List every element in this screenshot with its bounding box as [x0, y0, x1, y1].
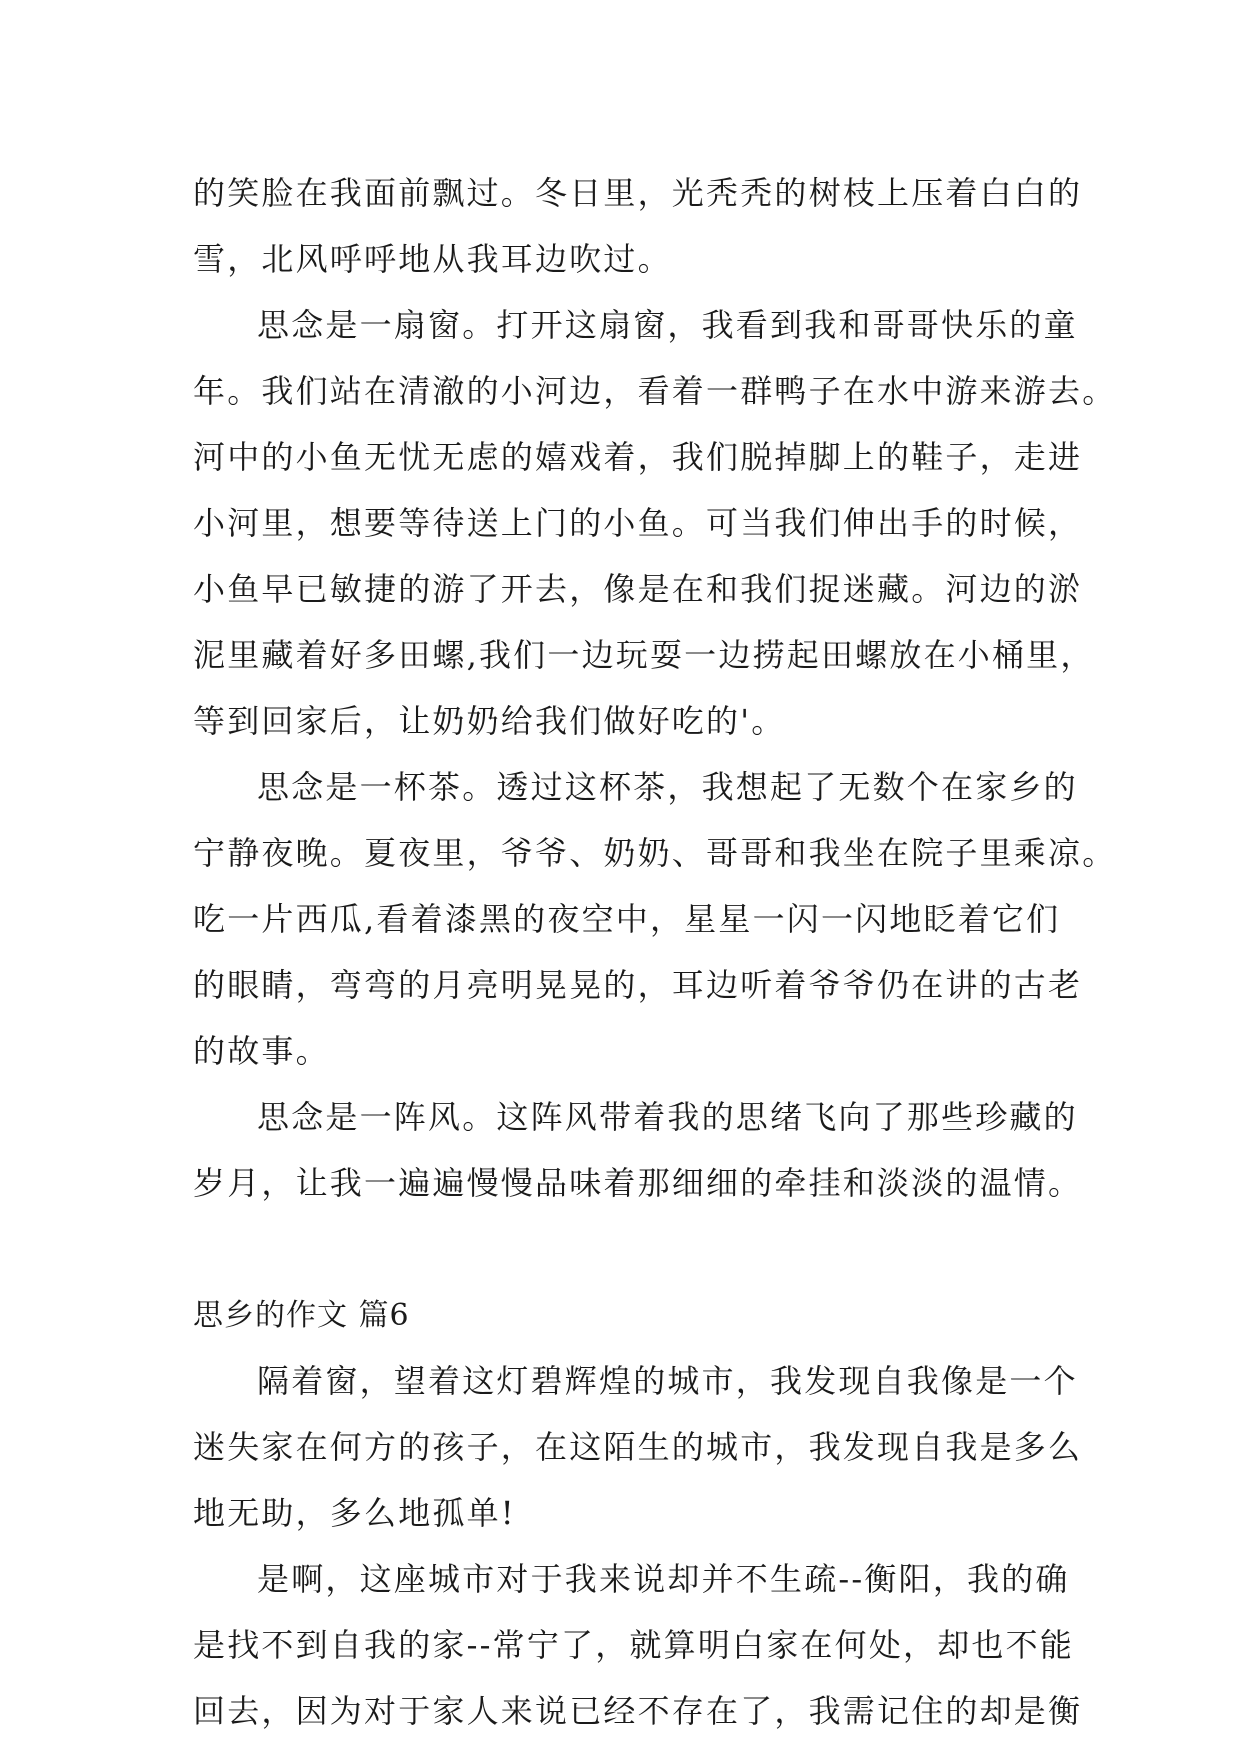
text-line: 等到回家后，让奶奶给我们做好吃的'。 [193, 702, 786, 740]
paragraph [193, 754, 1117, 1084]
text-line: 泥里藏着好多田螺,我们一边玩耍一边捞起田螺放在小桶里， [193, 636, 1095, 674]
text-line: 的故事。 [193, 1032, 330, 1070]
text-line: 迷失家在何方的孩子，在这陌生的城市，我发现自我是多么 [193, 1428, 1083, 1466]
text-line: 思念是一阵风。这阵风带着我的思绪飞向了那些珍藏的 [257, 1098, 1078, 1136]
text-line: 隔着窗，望着这灯碧辉煌的城市，我发现自我像是一个 [257, 1362, 1078, 1400]
paragraph [193, 1546, 1083, 1744]
section-spacer [193, 1216, 1053, 1284]
text-line: 是找不到自我的家--常宁了，就算明白家在何处，却也不能 [193, 1626, 1075, 1664]
paragraph [193, 1084, 1083, 1216]
text-line: 的眼睛，弯弯的月亮明晃晃的，耳边听着爷爷仍在讲的古老 [193, 966, 1083, 1004]
text-line: 思念是一杯茶。透过这杯茶，我想起了无数个在家乡的 [257, 768, 1078, 806]
text-line: 小河里，想要等待送上门的小鱼。可当我们伸出手的时候， [193, 504, 1083, 542]
text-line: 的笑脸在我面前飘过。冬日里，光秃秃的树枝上压着白白的 [193, 174, 1083, 212]
text-line: 是啊，这座城市对于我来说却并不生疏--衡阳，我的确 [257, 1560, 1070, 1598]
paragraph [193, 160, 1083, 292]
text-line: 思念是一扇窗。打开这扇窗，我看到我和哥哥快乐的童 [257, 306, 1078, 344]
text-line: 地无助，多么地孤单! [193, 1494, 516, 1532]
text-line: 年。我们站在清澈的小河边，看着一群鸭子在水中游来游去。 [193, 372, 1117, 410]
text-line: 雪，北风呼呼地从我耳边吹过。 [193, 240, 672, 278]
paragraph [193, 292, 1117, 754]
text-line: 河中的小鱼无忧无虑的嬉戏着，我们脱掉脚上的鞋子，走进 [193, 438, 1083, 476]
text-line: 小鱼早已敏捷的游了开去，像是在和我们捉迷藏。河边的淤 [193, 570, 1083, 608]
paragraph [193, 1348, 1083, 1546]
text-line: 宁静夜晚。夏夜里，爷爷、奶奶、哥哥和我坐在院子里乘凉。 [193, 834, 1117, 872]
section-heading: 思乡的作文 篇6 [193, 1298, 410, 1333]
text-line: 回去，因为对于家人来说已经不存在了，我需记住的却是衡 [193, 1692, 1083, 1730]
text-line: 岁月，让我一遍遍慢慢品味着那细细的牵挂和淡淡的温情。 [193, 1164, 1083, 1202]
text-line: 吃一片西瓜,看着漆黑的夜空中，星星一闪一闪地眨着它们 [193, 900, 1061, 938]
document-page [193, 160, 1117, 1744]
